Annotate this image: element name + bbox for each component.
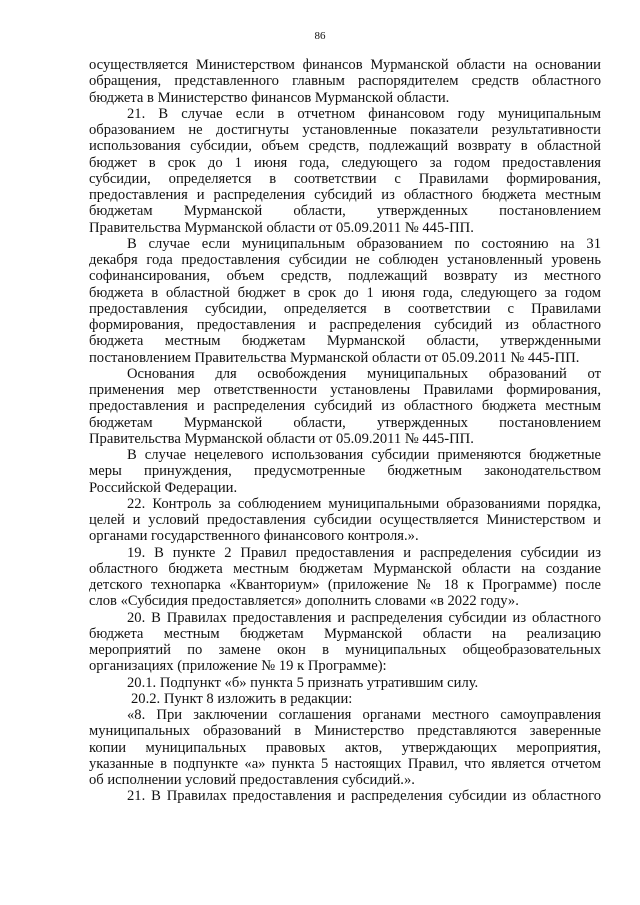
text-line: 22. Контроль за соблюдением муниципальными образованиями порядка, bbox=[127, 495, 601, 512]
text-line: областного бюджета местным бюджетам Мурманской области на создание bbox=[89, 560, 601, 577]
paragraph bbox=[89, 675, 601, 691]
text-line: бюджетам Мурманской области, утвержденных постановлением bbox=[89, 203, 601, 220]
text-line: бюджет в срок до 1 июня года, следующего за годом предоставления bbox=[89, 154, 601, 171]
text-line: постановлением Правительства Мурманской области от 05.09.2011 № 445-ПП. bbox=[89, 349, 580, 366]
text-line: бюджета в Министерство финансов Мурманской области. bbox=[89, 89, 450, 106]
text-line: 20.2. Пункт 8 изложить в редакции: bbox=[131, 690, 353, 707]
text-line: органами государственного финансового контроля.». bbox=[89, 528, 419, 545]
paragraph bbox=[89, 496, 601, 545]
text-line: бюджета в областной бюджет в срок до 1 июня года, следующего за годом bbox=[89, 284, 601, 301]
text-line: Основания для освобождения муниципальных образований от bbox=[127, 365, 601, 382]
text-line: 19. В пункте 2 Правил предоставления и распределения субсидии из bbox=[127, 544, 601, 561]
text-line: декабря года предоставления субсидии не соблюден установленный уровень bbox=[89, 252, 601, 268]
text-line: софинансирования, объем средств, подлежащий возврату из местного bbox=[89, 268, 601, 285]
text-line: Правительства Мурманской области от 05.09.2011 № 445-ПП. bbox=[89, 219, 474, 236]
document-body bbox=[89, 57, 601, 805]
text-line: предоставления и распределения субсидий из областного бюджета местным bbox=[89, 187, 601, 203]
text-line: детского технопарка «Кванториум» (приложение № 18 к Программе) после bbox=[89, 577, 601, 593]
text-line: осуществляется Министерством финансов Мурманской области на основании bbox=[89, 57, 601, 73]
text-line: мероприятий по замене окон в муниципальных общеобразовательных bbox=[89, 642, 601, 658]
text-line: организациях (приложение № 19 к Программе): bbox=[89, 658, 387, 675]
paragraph bbox=[89, 57, 601, 106]
text-line: бюджета местным бюджетам Мурманской области на реализацию bbox=[89, 625, 601, 642]
text-line: бюджетам Мурманской области, утвержденных постановлением bbox=[89, 414, 601, 431]
paragraph bbox=[89, 610, 601, 675]
text-line: «8. При заключении соглашения органами местного самоуправления bbox=[127, 707, 601, 723]
text-line: предоставления субсидии, определяется в соответствии с Правилами bbox=[89, 300, 601, 317]
text-line: 21. В случае если в отчетном финансовом году муниципальным bbox=[127, 105, 601, 122]
text-line: В случае нецелевого использования субсидии применяются бюджетные bbox=[127, 447, 601, 463]
paragraph bbox=[89, 106, 601, 236]
text-line: применения мер ответственности установлены Правилами формирования, bbox=[89, 382, 601, 398]
text-line: об исполнении условий предоставления субсидий.». bbox=[89, 772, 415, 788]
text-line: указанные в подпункте «а» пункта 5 настоящих Правил, что является отчетом bbox=[89, 755, 601, 772]
page-number: 86 bbox=[314, 30, 326, 42]
text-line: муниципальных образований в Министерство представляются заверенные bbox=[89, 723, 601, 740]
text-line: 21. В Правилах предоставления и распределения субсидии из областного bbox=[127, 788, 601, 805]
text-line: использования субсидии, объем средств, подлежащий возврату в областной bbox=[89, 138, 601, 155]
text-line: 20. В Правилах предоставления и распределения субсидии из областного bbox=[127, 609, 601, 626]
text-line: предоставления и распределения субсидий из областного бюджета местным bbox=[89, 398, 601, 415]
text-line: копии муниципальных правовых актов, утверждающих мероприятия, bbox=[89, 739, 601, 756]
paragraph bbox=[89, 366, 601, 447]
text-line: целей и условий предоставления субсидии осуществляется Министерством и bbox=[89, 512, 601, 528]
paragraph bbox=[89, 707, 601, 788]
text-line: обращения, представленного главным распорядителем средств областного bbox=[89, 73, 601, 90]
text-line: субсидии, определяется в соответствии с Правилами формирования, bbox=[89, 170, 601, 187]
text-line: В случае если муниципальным образованием по состоянию на 31 bbox=[127, 235, 601, 252]
text-line: меры принуждения, предусмотренные бюджетным законодательством bbox=[89, 463, 601, 480]
text-line: Российской Федерации. bbox=[89, 479, 238, 496]
text-line: образованием не достигнуты установленные показатели результативности bbox=[89, 122, 601, 138]
text-line: 20.1. Подпункт «б» пункта 5 признать утратившим силу. bbox=[127, 674, 479, 691]
paragraph bbox=[89, 236, 601, 366]
paragraph bbox=[89, 691, 601, 707]
text-line: слов «Субсидия предоставляется» дополнить словами «в 2022 году». bbox=[89, 593, 519, 610]
text-line: Правительства Мурманской области от 05.09.2011 № 445-ПП. bbox=[89, 430, 474, 447]
paragraph bbox=[89, 447, 601, 496]
text-line: бюджета местным бюджетам Мурманской области, утвержденными bbox=[89, 333, 601, 350]
paragraph bbox=[89, 545, 601, 610]
paragraph bbox=[89, 788, 601, 804]
text-line: формирования, предоставления и распределения субсидий из областного bbox=[89, 317, 601, 333]
